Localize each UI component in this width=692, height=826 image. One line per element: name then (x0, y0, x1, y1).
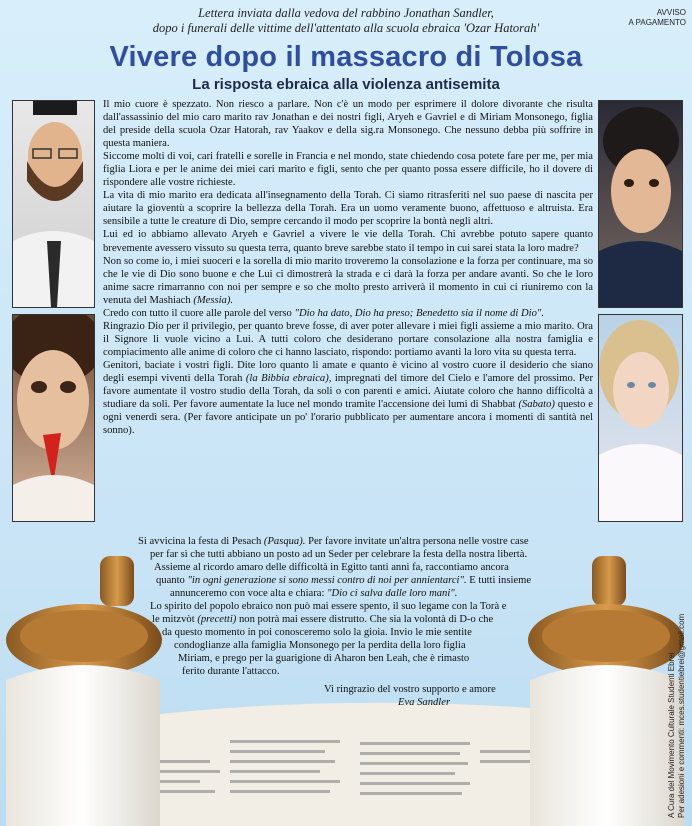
closing-text: non potrà mai essere distrutto. Che sia la volontà di D-o che (236, 614, 494, 626)
closing-italic: (precetti) (197, 614, 237, 626)
page-title: Vivere dopo il massacro di Tolosa (109, 41, 583, 73)
closing-text: annunceremo con voce alta e chiara: (170, 588, 328, 600)
closing-text: Si avvicina la festa di Pesach (138, 536, 264, 547)
paragraph-5-text: Non so come io, i miei suoceri e la sorella di mio marito troveremo la consolazione e la forza per continuare, ma so che le vie di Dio sono buone e che Lui ci dimostrerà la strada e ci darà la forza per andare avanti. So che le loro anime sacre rimarranno con noi per sempre e so che molto presto arriverà il momento in cui ci riuniremo con la venuta del Mashiach (103, 255, 593, 306)
closing-italic: "in ogni generazione si sono messi contro di noi per annientarci". (187, 575, 467, 587)
closing-section (100, 535, 590, 709)
paid-notice (616, 8, 686, 28)
closing-line (100, 587, 590, 600)
closing-italic: "Dio ci salva dalle loro mani". (327, 588, 458, 600)
closing-text: E tutti insieme (466, 575, 532, 587)
credit-line-1: A Cura del Movimento Culturale Studenti Ebrei (667, 652, 676, 818)
closing-line (100, 665, 590, 678)
photo-child-left (12, 314, 95, 522)
paragraph-8 (103, 359, 593, 437)
paragraph-6-quote: "Dio ha dato, Dio ha preso; Benedetto sia il nome di Dio". (294, 307, 545, 319)
closing-text: da questo momento in poi conosceremo solo la gioia. Invio le mie sentite (162, 627, 472, 639)
paid-notice-line-1: AVVISO (656, 8, 686, 17)
page-subtitle: La risposta ebraica alla violenza antisemita (192, 76, 500, 93)
intro-caption (120, 6, 572, 36)
closing-text: Miriam, e prego per la guarigione di Aharon ben Leah, che è rimasto (178, 653, 470, 665)
paragraph-7: Ringrazio Dio per il privilegio, per quanto breve fosse, di aver poter allevare i miei figli assieme a mio marito. Ora il Signore li vuole vicino a Lui. A tutti coloro che desiderano portare consolazione alla nostra famiglia e compiacimento alle anime di coloro che ci hanno lasciato, rispondo: portiamo avanti la loro vita su questa terra. (103, 320, 593, 358)
paragraph-8-italic-b: (Sabato) (518, 399, 555, 411)
closing-italic: (Pasqua). (263, 536, 306, 547)
paragraph-5 (103, 255, 593, 307)
closing-text: Lo spirito del popolo ebraico non può mai essere spento, il suo legame con la Torà e (150, 601, 507, 613)
paragraph-5-italic: (Messia). (193, 294, 234, 306)
paragraph-8-text-c: questo e ogni venerdì sera. (Per favore anticipate un po' l'orario pubblicato per aumentare ancora i momenti di santità nel sonno). (103, 399, 593, 437)
letter-body (103, 98, 593, 437)
closing-text: quanto (156, 575, 188, 587)
closing-line (100, 613, 590, 626)
closing-text: le mitzvòt (152, 614, 198, 626)
closing-line (100, 574, 590, 587)
paragraph-2: Siccome molti di voi, cari fratelli e sorelle in Francia e nel mondo, state chiedendo cosa potete fare per me, per mia figlia Liora e per le anime dei miei cari marito e figli, sento che per quanto possa essere difficile, ho il dovere di rispondere alle vostre richieste. (103, 151, 593, 189)
paragraph-1: Il mio cuore è spezzato. Non riesco a parlare. Non c'è un modo per esprimere il dolore divorante che risulta dall'assassinio del mio caro marito rav Jonathan e dei nostri figli, Aryeh e Gavriel e di Miriam Monsonego, figlia del preside della scuola Ozar Hatorah, rav Yaakov e della sig.ra Monsonego. Che nessuno debba più soffrire in questa maniera. (103, 99, 593, 150)
closing-text: Assieme al ricordo amaro delle difficoltà in Egitto tanti anni fa, raccontiamo ancora (154, 562, 509, 574)
photo-rabbi (12, 100, 95, 308)
paragraph-6-text: Credo con tutto il cuore alle parole del verso (103, 307, 295, 319)
closing-text: ferito durante l'attacco. (182, 666, 280, 678)
closing-line (100, 639, 590, 652)
paragraph-8-text-a: Genitori, baciate i vostri figli. Dite loro quanto li amate e quanto è vicino al vostro cuore il desiderio che siano degli esempi viventi della Torah (103, 359, 593, 384)
credit-line-2: Per adesioni e commenti: mces.studentiebrei@gmail.com (677, 613, 686, 818)
signoff-thanks: Vi ringrazio del vostro supporto e amore (324, 683, 496, 695)
photo-girl (598, 314, 683, 522)
paragraph-4: Lui ed io abbiamo allevato Aryeh e Gavriel a vivere le vie della Torah. Chi avrebbe potuto sapere quanto brevemente avessero vissuto su questa terra, quanto breve sarebbe stato il tempo in cui sarei stata la loro madre? (103, 229, 593, 254)
credits (667, 614, 687, 818)
signature: Eva Sandler (398, 696, 451, 708)
closing-line (100, 548, 590, 561)
closing-line (100, 561, 590, 574)
photo-child-right (598, 100, 683, 308)
paragraph-6 (103, 307, 593, 320)
paid-notice-line-2: A PAGAMENTO (628, 18, 686, 27)
paragraph-8-italic-a: (la Bibbia ebraica), (245, 372, 332, 384)
closing-line (100, 600, 590, 613)
closing-text: condoglianze alla famiglia Monsonego per la perdita della loro figlia (174, 640, 466, 652)
paragraph-8-text-b: impregnati del timore del Cielo e l'amore del prossimo. Per favore aumentate il vostro studio della Torah, da soli o con parenti e amici. Aiutate coloro che hanno difficoltà a studiare da soli. Per favore aumentate la luce nel mondo tramite l'accensione dei lumi di Shabbat (103, 372, 593, 411)
closing-text: Per favore invitate un'altra persona nelle vostre case (305, 536, 529, 547)
closing-line (100, 626, 590, 639)
closing-line (100, 535, 590, 548)
closing-line (100, 652, 590, 665)
paragraph-3: La vita di mio marito era dedicata all'insegnamento della Torah. Ci siamo ritrasferiti nel suo paese di nascita per aiutare la gioventù a scoprire la bellezza della Torah. Era un uomo veramente buono, affettuoso e altruista. Era sensibile a tutte le creature di Dio, sempre cercando il modo per scoprire la bontà negli altri. (103, 190, 593, 228)
intro-line-2: dopo i funerali delle vittime dell'attentato alla scuola ebraica 'Ozar Hatorah' (152, 21, 540, 35)
closing-text: per far sì che tutti abbiano un posto ad un Seder per celebrare la festa della nostra libertà. (150, 549, 528, 561)
intro-line-1: Lettera inviata dalla vedova del rabbino Jonathan Sandler, (198, 6, 494, 20)
